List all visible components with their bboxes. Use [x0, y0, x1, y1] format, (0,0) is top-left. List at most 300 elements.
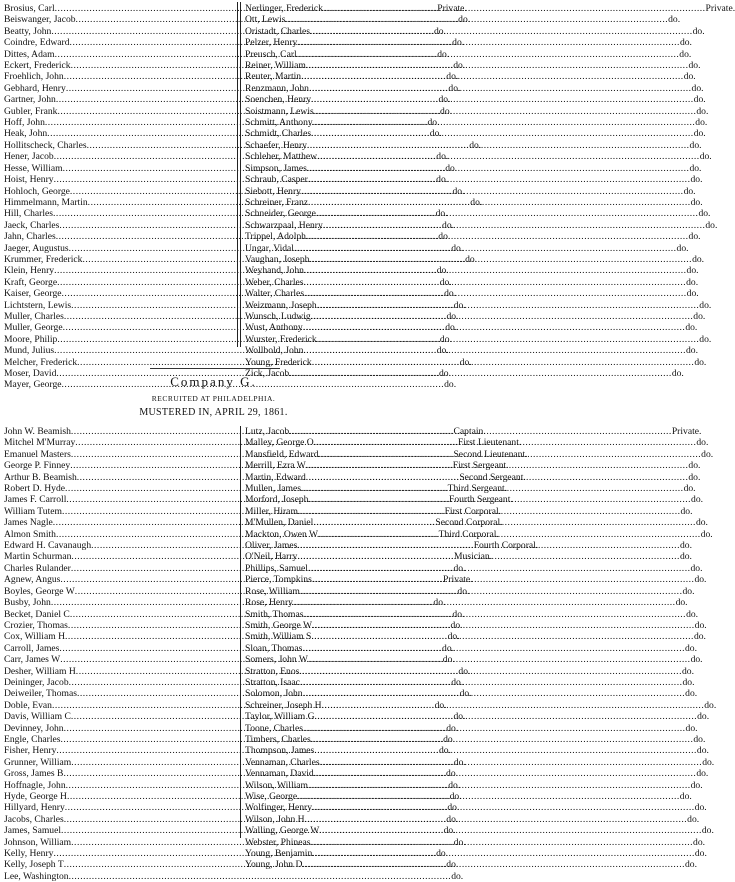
soldier-rank: Captain. — [453, 426, 486, 437]
soldier-rank: do. — [446, 859, 459, 871]
soldier-rank: do. — [446, 813, 459, 825]
dot-leader — [309, 83, 692, 94]
soldier-rank: do. — [701, 448, 714, 460]
soldier-name: Hill, Charles — [4, 208, 54, 220]
soldier-rank: do. — [692, 253, 705, 265]
soldier-name: Young, John D — [245, 859, 303, 871]
soldier-rank: Second Sergeant. — [459, 471, 526, 483]
soldier-rank: do. — [700, 528, 713, 540]
soldier-rank: Musician. — [454, 551, 493, 563]
soldier-rank: do. — [696, 105, 709, 117]
dot-leader — [310, 837, 693, 848]
soldier-rank: do. — [447, 802, 460, 814]
soldier-name: Weber, Charles — [245, 276, 304, 288]
dot-leader — [293, 597, 676, 608]
soldier-rank: do. — [439, 276, 452, 288]
soldier-name: Pelzer, Henry — [245, 37, 298, 49]
soldier-name: Sloan, Thomas — [245, 642, 303, 654]
roster-entry — [245, 37, 692, 49]
soldier-name: Soistmann, Lewis — [245, 105, 314, 117]
dot-leader — [311, 734, 694, 745]
soldier-name: Phillips, Samuel — [245, 562, 308, 574]
soldier-rank: do. — [433, 25, 446, 37]
soldier-rank: do. — [447, 631, 460, 643]
soldier-rank: do. — [448, 82, 461, 94]
soldier-name: Thompson, James — [245, 745, 315, 757]
soldier-name: Wolfinger, Henry — [245, 802, 313, 814]
soldier-name: Doble, Evan — [4, 699, 52, 711]
dot-leader — [315, 711, 698, 722]
soldier-rank: do. — [690, 562, 703, 574]
roster-entry — [245, 162, 702, 174]
soldier-name: Carroll, James — [4, 642, 60, 654]
soldier-rank: do. — [699, 151, 712, 163]
soldier-name: Grunner, William — [4, 756, 72, 768]
soldier-rank: do. — [679, 551, 692, 563]
soldier-name: Mayer, George — [4, 379, 62, 391]
dot-leader — [306, 472, 689, 483]
dot-leader — [306, 60, 689, 71]
soldier-rank: do. — [457, 585, 470, 597]
soldier-name: Wollbold, John — [245, 345, 304, 357]
soldier-rank: do. — [691, 82, 704, 94]
soldier-name: Busby, John — [4, 597, 51, 609]
soldier-name: Ott, Lewis — [245, 14, 286, 26]
soldier-name: Stratton, Isaac — [245, 676, 300, 688]
soldier-name: Soenchen, Henry — [245, 94, 312, 106]
soldier-name: Zick, Jacob — [245, 368, 290, 379]
soldier-name: Devinney, John — [4, 722, 64, 734]
soldier-name: Walter, Charles — [245, 288, 305, 300]
soldier-rank: do. — [686, 265, 699, 277]
soldier-rank: do. — [438, 745, 451, 757]
soldier-name: Simpson, James — [245, 162, 307, 174]
dot-leader — [307, 163, 690, 174]
roster-entry — [245, 14, 681, 26]
soldier-rank: do. — [453, 711, 466, 723]
soldier-rank: do. — [435, 208, 448, 220]
soldier-name: Robert D. Hyde — [4, 483, 66, 495]
roster-entry — [245, 688, 698, 700]
soldier-rank: First Corporal. — [444, 505, 502, 517]
dot-leader — [304, 265, 687, 276]
soldier-rank: Second Lieutenant. — [453, 448, 528, 460]
soldier-rank: Third Corporal. — [438, 528, 499, 540]
dot-leader — [310, 26, 693, 37]
soldier-name: Schwarzpaal, Henry — [245, 219, 323, 231]
soldier-rank: do. — [693, 836, 706, 848]
soldier-rank: Third Sergeant. — [447, 483, 508, 495]
soldier-rank: do. — [451, 870, 464, 882]
roster-entry — [245, 825, 714, 837]
dot-leader — [289, 426, 672, 437]
soldier-rank: do. — [440, 105, 453, 117]
soldier-name: Nerlinger, Frederick — [245, 3, 323, 14]
soldier-name: Moore, Philip — [4, 333, 58, 345]
soldier-name: Schaefer, Henry — [245, 139, 307, 151]
roster-entry — [245, 631, 706, 643]
dot-leader — [311, 311, 694, 322]
soldier-rank: do. — [694, 848, 707, 860]
soldier-name: Coindre, Edward — [4, 37, 70, 49]
dot-leader — [312, 357, 695, 368]
soldier-name: Becket, Daniel C — [4, 608, 70, 620]
dot-leader — [317, 151, 700, 162]
soldier-rank: do. — [688, 60, 701, 72]
soldier-rank: Fourth Sergeant. — [448, 494, 513, 506]
soldier-name: Deiweiler, Thomas — [4, 688, 77, 700]
soldier-rank: do. — [452, 185, 465, 197]
dot-leader — [297, 49, 680, 60]
dot-leader — [303, 609, 686, 620]
soldier-name: Beiswanger, Jacob — [4, 14, 76, 26]
soldier-name: Desher, William H — [4, 665, 76, 677]
dot-leader — [303, 723, 686, 734]
soldier-name: Martin, Edward — [245, 471, 306, 483]
soldier-name: George P. Finney — [4, 460, 71, 472]
dot-leader — [303, 688, 686, 699]
roster-entry — [245, 94, 706, 106]
soldier-rank: do. — [695, 117, 708, 129]
soldier-name: Pierce, Tompkins — [245, 574, 312, 586]
soldier-name: Timbers, Charles — [245, 733, 311, 745]
dot-leader — [308, 197, 691, 208]
soldier-rank: do. — [448, 779, 461, 791]
dot-leader — [314, 768, 697, 779]
soldier-rank: do. — [693, 310, 706, 322]
roster-entry — [245, 299, 712, 311]
soldier-name: Weizmann, Joseph — [245, 299, 317, 311]
soldier-rank: do. — [689, 162, 702, 174]
roster-entry — [245, 802, 707, 814]
soldier-name: Dittes, Adam — [4, 48, 55, 60]
soldier-rank: do. — [442, 654, 455, 666]
soldier-rank: do. — [446, 310, 459, 322]
roster-entry — [245, 265, 699, 277]
soldier-rank: do. — [436, 345, 449, 357]
soldier-name: Gubler, Frank — [4, 105, 58, 117]
dot-leader — [311, 128, 694, 139]
soldier-rank: do. — [446, 768, 459, 780]
soldier-rank: Fourth Corporal. — [473, 540, 539, 552]
soldier-rank: do. — [693, 631, 706, 643]
soldier-name: Klein, Henry — [4, 265, 55, 277]
soldier-name: Hoff, John — [4, 117, 45, 129]
soldier-name: Cox, William H — [4, 631, 65, 643]
dot-leader — [312, 574, 695, 585]
dot-leader — [311, 631, 694, 642]
roster-entry — [245, 196, 703, 208]
roster-entry — [245, 117, 708, 129]
soldier-name: Schmidt, Charles — [245, 128, 312, 140]
soldier-rank: do. — [436, 848, 449, 860]
dot-leader — [312, 802, 695, 813]
dot-leader — [314, 745, 697, 756]
dot-leader — [322, 700, 705, 711]
soldier-rank: do. — [453, 60, 466, 72]
soldier-rank: do. — [434, 699, 447, 711]
dot-leader — [309, 254, 692, 265]
dot-leader — [317, 334, 700, 345]
dot-leader — [323, 220, 706, 231]
soldier-rank: do. — [695, 517, 708, 529]
roster-entry — [245, 231, 701, 243]
soldier-name: Jahn, Charles — [4, 231, 56, 243]
soldier-name: Kelly, Joseph T — [4, 859, 64, 871]
soldier-rank: do. — [452, 608, 465, 620]
soldier-rank: do. — [451, 676, 464, 688]
roster-entry — [245, 208, 711, 220]
soldier-rank: do. — [459, 688, 472, 700]
soldier-rank: do. — [437, 48, 450, 60]
roster-entry — [245, 128, 706, 140]
dot-leader — [304, 288, 687, 299]
soldier-name: Weyhand, John — [245, 265, 304, 277]
soldier-name: Walling, George W — [245, 825, 320, 837]
roster-entry — [245, 768, 709, 780]
soldier-rank: do. — [694, 574, 707, 586]
soldier-rank: do. — [679, 540, 692, 552]
soldier-rank: do. — [668, 14, 681, 26]
soldier-rank: do. — [438, 94, 451, 106]
soldier-rank: do. — [446, 71, 459, 83]
soldier-name: Trippel, Adolph — [245, 231, 306, 243]
company-heading: Company G. — [170, 374, 257, 389]
roster-entry — [245, 356, 707, 368]
soldier-name: John W. Beamish — [4, 426, 71, 437]
roster-entry — [245, 813, 700, 825]
dot-leader — [314, 437, 697, 448]
roster-entry — [245, 276, 699, 288]
roster-entry — [245, 665, 694, 677]
soldier-name: Heak, John — [4, 128, 48, 140]
soldier-name: Beatty, John — [4, 25, 52, 37]
soldier-rank: do. — [442, 642, 455, 654]
column-divider-rule — [237, 2, 238, 347]
soldier-rank: do. — [679, 791, 692, 802]
soldier-name: Emanuel Masters — [4, 448, 71, 460]
roster-entry — [245, 242, 689, 254]
soldier-rank: do. — [699, 299, 712, 311]
section-separator-rule — [150, 368, 280, 369]
soldier-name: Wise, George — [245, 791, 298, 802]
soldier-name: Arthur B. Beamish — [4, 471, 77, 483]
roster-entry — [245, 25, 705, 37]
roster-entry — [245, 333, 712, 345]
soldier-rank: do. — [465, 253, 478, 265]
soldier-rank: do. — [688, 471, 701, 483]
soldier-name: Webster, Phineas — [245, 836, 311, 848]
roster-entry — [245, 597, 688, 609]
dot-leader — [323, 3, 706, 14]
soldier-name: James, Samuel — [4, 825, 62, 837]
soldier-rank: do. — [427, 117, 440, 129]
soldier-name: Crozier, Thomas — [4, 619, 68, 631]
soldier-name: Toone, Charles — [245, 722, 303, 734]
dot-leader — [286, 14, 669, 25]
soldier-name: Somers, John W — [245, 654, 308, 666]
soldier-name: Young, Benjamin — [245, 848, 313, 860]
roster-entry — [245, 791, 692, 802]
soldier-rank: do. — [433, 597, 446, 609]
soldier-name: Martin Schurman — [4, 551, 72, 563]
soldier-rank: do. — [453, 562, 466, 574]
soldier-rank: Private. — [671, 426, 702, 437]
soldier-rank: do. — [671, 368, 684, 379]
dot-leader — [297, 540, 680, 551]
column-divider-rule — [240, 426, 241, 838]
soldier-name: Hoist, Henry — [4, 174, 54, 186]
roster-entry — [245, 585, 695, 597]
dot-leader — [319, 825, 702, 836]
soldier-rank: do. — [445, 162, 458, 174]
soldier-name: Edward H. Cavanaugh — [4, 540, 92, 552]
soldier-name: Solomon, John — [245, 688, 303, 700]
soldier-name: Rose, Henry — [245, 597, 293, 609]
roster-entry — [4, 870, 464, 882]
soldier-name: Froehlich, John — [4, 71, 64, 83]
soldier-name: Malley, George O — [245, 437, 314, 449]
soldier-name: Oliver, James — [245, 540, 298, 552]
dot-leader — [316, 208, 699, 219]
soldier-name: Morford, Joseph — [245, 494, 309, 506]
roster-entry — [245, 139, 702, 151]
soldier-name: Almon Smith — [4, 528, 56, 540]
soldier-name: Deininger, Jacob — [4, 676, 69, 688]
dot-leader — [317, 300, 700, 311]
dot-leader — [306, 460, 689, 471]
roster-entry — [245, 779, 703, 791]
dot-leader — [301, 186, 684, 197]
soldier-rank: do. — [687, 813, 700, 825]
soldier-name: Smith, Thomas — [245, 608, 304, 620]
soldier-rank: do. — [453, 299, 466, 311]
soldier-rank: do. — [702, 756, 715, 768]
soldier-name: Melcher, Frederick — [4, 356, 78, 368]
soldier-name: Taylor, William G — [245, 711, 315, 723]
soldier-name: Muller, George — [4, 322, 63, 334]
dot-leader — [69, 871, 452, 882]
soldier-name: Vennaman, David — [245, 768, 314, 780]
soldier-name: Kaiser, George — [4, 288, 62, 300]
soldier-rank: do. — [452, 37, 465, 49]
soldier-name: Hyde, George H — [4, 791, 67, 802]
soldier-name: Siebott, Henry — [245, 185, 301, 197]
soldier-rank: do. — [444, 379, 457, 391]
roster-entry — [245, 608, 699, 620]
dot-leader — [311, 94, 694, 105]
roster-entry — [245, 219, 718, 231]
soldier-rank: do. — [694, 356, 707, 368]
soldier-name: Moser, David — [4, 368, 57, 379]
soldier-rank: do. — [685, 859, 697, 871]
soldier-name: Schneider, George — [245, 208, 316, 220]
dot-leader — [313, 117, 696, 128]
soldier-name: Himmelmann, Martin — [4, 196, 88, 208]
dot-leader — [306, 231, 689, 242]
soldier-name: Krummer, Frederick — [4, 253, 83, 265]
soldier-rank: Private. — [443, 574, 473, 586]
soldier-name: William Tutem — [4, 505, 62, 517]
dot-leader — [302, 859, 685, 870]
soldier-rank: do. — [692, 25, 705, 37]
roster-entry — [245, 322, 698, 334]
soldier-rank: do. — [675, 597, 688, 609]
soldier-rank: do. — [696, 768, 709, 780]
soldier-name: Vaughan, Joseph — [245, 253, 310, 265]
soldier-rank: do. — [689, 139, 702, 151]
roster-entry — [245, 48, 692, 60]
soldier-rank: do. — [697, 711, 710, 723]
roster-entry — [245, 654, 703, 666]
soldier-name: Mitchel M'Murray — [4, 437, 76, 449]
soldier-name: Gross, James B — [4, 768, 64, 780]
soldier-name: Vennaman, Charles — [245, 756, 320, 768]
soldier-rank: do. — [690, 174, 703, 186]
dot-leader — [308, 780, 691, 791]
soldier-rank: do. — [682, 676, 695, 688]
soldier-rank: do. — [444, 288, 457, 300]
soldier-rank: do. — [439, 333, 452, 345]
soldier-name: Schreiner, Joseph H — [245, 699, 322, 711]
soldier-name: Wurster, Frederick — [245, 333, 317, 345]
soldier-rank: do. — [683, 71, 696, 83]
soldier-rank: do. — [683, 185, 696, 197]
soldier-rank: do. — [438, 231, 451, 243]
soldier-rank: do. — [446, 722, 459, 734]
soldier-name: Rose, William — [245, 585, 300, 597]
soldier-rank: do. — [686, 345, 698, 357]
soldier-rank: do. — [676, 242, 689, 254]
soldier-name: Mullen, James — [245, 483, 301, 495]
dot-leader — [308, 494, 691, 505]
soldier-name: Jacobs, Charles — [4, 813, 64, 825]
roster-entry — [245, 699, 717, 711]
soldier-name: Ungar, Vidal — [245, 242, 294, 254]
soldier-rank: do. — [690, 196, 703, 208]
dot-leader — [304, 277, 687, 288]
dot-leader — [302, 643, 685, 654]
soldier-rank: do. — [470, 196, 483, 208]
dot-leader — [308, 174, 691, 185]
soldier-rank: do. — [685, 688, 698, 700]
soldier-rank: do. — [436, 174, 449, 186]
soldier-rank: do. — [445, 322, 458, 334]
soldier-rank: do. — [453, 756, 466, 768]
roster-entry — [245, 82, 704, 94]
soldier-rank: do. — [694, 619, 707, 631]
roster-entry — [245, 836, 706, 848]
soldier-name: Hillyard, Henry — [4, 802, 65, 814]
soldier-rank: do. — [688, 460, 701, 472]
soldier-rank: do. — [682, 585, 695, 597]
soldier-rank: do. — [698, 208, 711, 220]
soldier-rank: do. — [690, 654, 703, 666]
soldier-name: Schleher, Matthew — [245, 151, 318, 163]
soldier-name: Johnson, William — [4, 836, 72, 848]
soldier-name: Merrill, Ezra W — [245, 460, 306, 472]
soldier-rank: do. — [691, 494, 704, 506]
soldier-rank: do. — [704, 699, 717, 711]
soldier-rank: do. — [693, 94, 706, 106]
dot-leader — [308, 563, 691, 574]
soldier-name: Gartner, John — [4, 94, 56, 106]
roster-entry — [245, 859, 697, 871]
soldier-rank: First Sergeant. — [452, 460, 509, 472]
roster-entry — [245, 745, 709, 757]
soldier-name: Oristadt, Charles — [245, 25, 311, 37]
recruited-subheading: RECRUITED AT PHILADELPHIA. — [151, 394, 276, 403]
